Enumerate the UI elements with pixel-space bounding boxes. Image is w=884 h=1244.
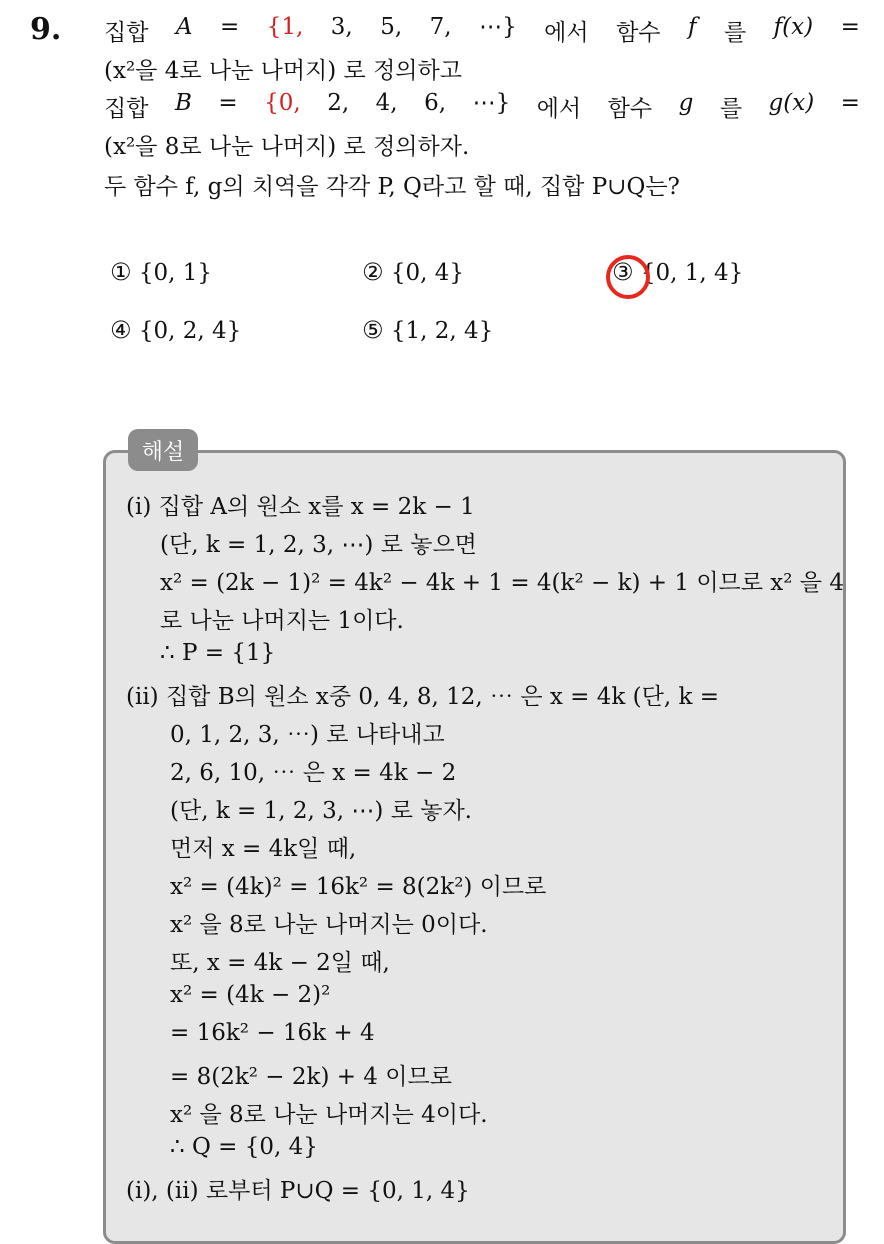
elem: 5, — [380, 14, 403, 40]
choice-marker: ① — [110, 258, 132, 286]
elem: 7, — [429, 14, 452, 40]
choice-marker: ④ — [110, 316, 132, 344]
set-close: ⋯} — [479, 14, 517, 40]
choice-5[interactable] — [362, 316, 493, 344]
solution-line: x² = (4k − 2)² — [170, 982, 331, 1008]
solution-line: 먼저 x = 4k일 때, — [170, 836, 357, 862]
choice-text: {1, 2, 4} — [390, 318, 494, 344]
answer-circle-mark — [606, 255, 650, 299]
problem-line-4: (x²을 8로 나눈 나머지) 로 정의하자. — [104, 134, 470, 160]
equals: = — [840, 90, 860, 116]
word: 집합 — [104, 20, 149, 46]
word: 에서 — [536, 96, 582, 122]
solution-line: x² = (2k − 1)² = 4k² − 4k + 1 = 4(k² − k) + 1 이므로 x² 을 4 — [160, 570, 844, 596]
choice-text: {0, 2, 4} — [138, 318, 242, 344]
choice-1[interactable] — [110, 258, 212, 286]
solution-line: ∴ P = {1} — [160, 640, 276, 666]
choice-text: {0, 4} — [390, 260, 464, 286]
choice-text: {0, 1, 4} — [640, 260, 744, 286]
solution-line: 2, 6, 10, ⋯ 은 x = 4k − 2 — [170, 760, 457, 786]
choice-marker: ⑤ — [362, 316, 384, 344]
solution-line: = 8(2k² − 2k) + 4 이므로 — [170, 1064, 452, 1090]
solution-line: = 16k² − 16k + 4 — [170, 1020, 375, 1046]
word: 를 — [719, 96, 743, 122]
elem: 2, — [327, 90, 350, 116]
elem: 4, — [375, 90, 398, 116]
solution-line: 0, 1, 2, 3, ⋯) 로 나타내고 — [170, 722, 445, 748]
set-b: B — [174, 90, 192, 116]
solution-label: 해설 — [128, 429, 198, 471]
equals: = — [840, 14, 860, 40]
problem-number: 9. — [30, 12, 62, 47]
set-close: ⋯} — [472, 90, 511, 116]
solution-line: x² = (4k)² = 16k² = 8(2k²) 이므로 — [170, 874, 547, 900]
func-fx: f(x) — [773, 14, 814, 40]
equals: = — [218, 90, 238, 116]
solution-line: 로 나눈 나머지는 1이다. — [160, 608, 404, 634]
func-gx: g(x) — [768, 90, 815, 116]
set-a: A — [175, 14, 193, 40]
word: 함수 — [607, 96, 653, 122]
word: 를 — [723, 20, 747, 46]
solution-line: (단, k = 1, 2, 3, ⋯) 로 놓으면 — [160, 532, 477, 558]
elem: 3, — [330, 14, 353, 40]
solution-line: 또, x = 4k − 2일 때, — [170, 950, 390, 976]
problem-line-1 — [104, 14, 860, 47]
problem-line-5: 두 함수 f, g의 치역을 각각 P, Q라고 할 때, 집합 P∪Q는? — [104, 174, 680, 200]
func-f: f — [687, 14, 697, 40]
set-open: {0, — [264, 90, 301, 116]
choice-2[interactable] — [362, 258, 464, 286]
set-open: {1, — [266, 14, 304, 40]
elem: 6, — [424, 90, 447, 116]
equals: = — [220, 14, 240, 40]
choice-marker: ② — [362, 258, 384, 286]
solution-line: (i) 집합 A의 원소 x를 x = 2k − 1 — [126, 494, 475, 520]
word: 집합 — [104, 96, 149, 122]
solution-line: x² 을 8로 나눈 나머지는 4이다. — [170, 1102, 488, 1128]
solution-line: x² 을 8로 나눈 나머지는 0이다. — [170, 912, 488, 938]
solution-line: (i), (ii) 로부터 P∪Q = {0, 1, 4} — [126, 1178, 470, 1204]
solution-line: (단, k = 1, 2, 3, ⋯) 로 놓자. — [170, 798, 472, 824]
problem-line-2: (x²을 4로 나눈 나머지) 로 정의하고 — [104, 58, 462, 84]
choice-4[interactable] — [110, 316, 241, 344]
choice-marker: ③ — [612, 258, 634, 286]
func-g: g — [678, 90, 694, 116]
choice-text: {0, 1} — [138, 260, 212, 286]
solution-line: (ii) 집합 B의 원소 x중 0, 4, 8, 12, ⋯ 은 x = 4k (단, k = — [126, 684, 719, 710]
solution-line: ∴ Q = {0, 4} — [170, 1134, 318, 1160]
word: 함수 — [616, 20, 661, 46]
word: 에서 — [544, 20, 589, 46]
problem-line-3 — [104, 90, 860, 123]
